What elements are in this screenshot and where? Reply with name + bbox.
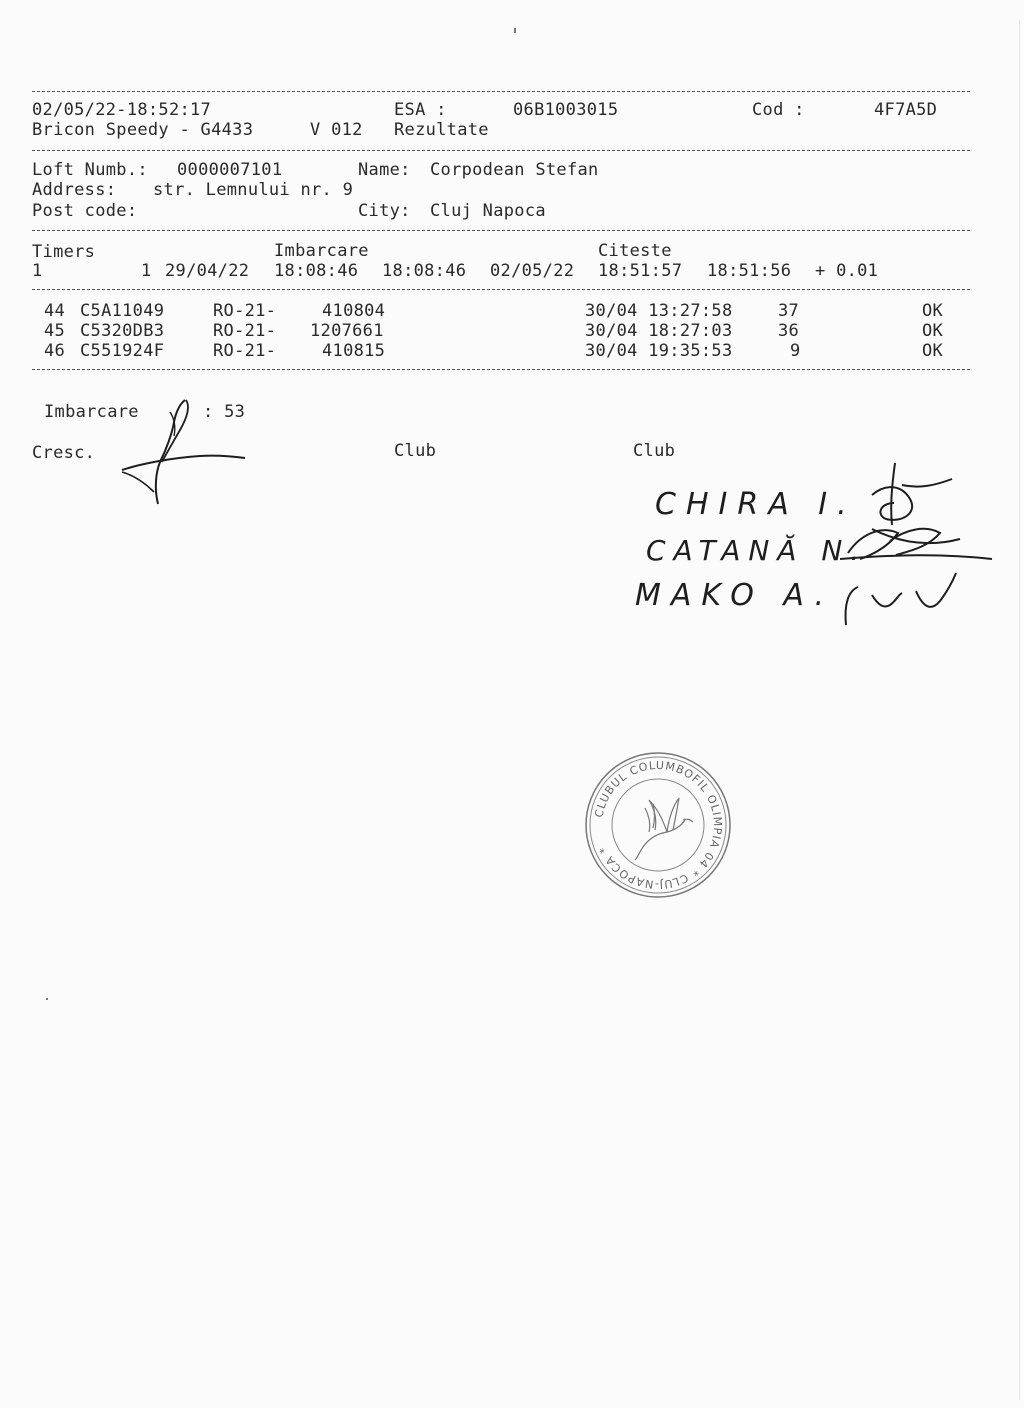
result-pos: 45 [44, 321, 66, 341]
timer-imb-time1: 18:08:46 [274, 261, 359, 281]
cresc-label: Cresc. [32, 443, 96, 463]
timer-row-count: 1 [141, 261, 152, 281]
result-ring: 410804 [322, 301, 386, 321]
scan-speck [46, 998, 48, 1000]
result-ring: 410815 [322, 341, 386, 361]
footer-imbarcare-label: Imbarcare [44, 402, 139, 422]
result-code: 9 [790, 341, 801, 361]
cod-value: 4F7A5D [874, 100, 938, 120]
device-name: Bricon Speedy - G4433 [32, 120, 254, 140]
result-ring: 1207661 [310, 321, 384, 341]
address-label: Address: [32, 180, 117, 200]
result-arrival: 30/04 13:27:58 [585, 301, 733, 321]
name-value: Corpodean Stefan [430, 160, 599, 180]
footer-imbarcare-value: : 53 [203, 402, 246, 422]
result-code: 36 [778, 321, 800, 341]
dashed-rule [32, 369, 970, 370]
dashed-rule [32, 230, 970, 231]
result-status: OK [922, 341, 944, 361]
handwritten-name-1: CHIRA I. [655, 487, 857, 522]
dashed-rule [32, 91, 970, 92]
result-ring-prefix: RO-21- [213, 341, 277, 361]
postcode-label: Post code: [32, 201, 138, 221]
club-label-1: Club [394, 441, 437, 461]
esa-value: 06B1003015 [513, 100, 619, 120]
handwritten-name-2: CATANĂ N. [646, 534, 868, 567]
loft-numb-label: Loft Numb.: [32, 160, 148, 180]
loft-numb-value: 0000007101 [177, 160, 283, 180]
result-chip: C5A11049 [80, 301, 165, 321]
address-value: str. Lemnului nr. 9 [153, 180, 354, 200]
timers-imbarcare-label: Imbarcare [274, 241, 369, 261]
timers-label: Timers [32, 242, 96, 262]
timer-cit-time2: 18:51:56 [707, 261, 792, 281]
club-stamp [583, 750, 733, 900]
scan-speck [1019, 20, 1020, 1400]
scan-speck [514, 28, 516, 33]
result-ring-prefix: RO-21- [213, 321, 277, 341]
timer-imb-time2: 18:08:46 [382, 261, 467, 281]
report-type: Rezultate [394, 120, 489, 140]
handwritten-name-3: MAKO A. [635, 578, 835, 613]
result-status: OK [922, 321, 944, 341]
dashed-rule [32, 150, 970, 151]
club-label-2: Club [633, 441, 676, 461]
result-arrival: 30/04 19:35:53 [585, 341, 733, 361]
timer-imb-date: 29/04/22 [165, 261, 250, 281]
result-pos: 46 [44, 341, 66, 361]
result-pos: 44 [44, 301, 66, 321]
result-status: OK [922, 301, 944, 321]
header-datetime: 02/05/22-18:52:17 [32, 100, 212, 120]
svg-text:CLUBUL COLUMBOFIL OLIMPIA 04 *: CLUBUL COLUMBOFIL OLIMPIA 04 * CLUJ-NAPOCA * [592, 758, 725, 892]
result-arrival: 30/04 18:27:03 [585, 321, 733, 341]
breeder-signature [110, 392, 260, 512]
cod-label: Cod : [752, 100, 805, 120]
city-value: Cluj Napoca [430, 201, 546, 221]
timers-citeste-label: Citeste [598, 241, 672, 261]
timer-diff: + 0.01 [815, 261, 879, 281]
city-label: City: [358, 201, 411, 221]
result-code: 37 [778, 301, 800, 321]
result-chip: C551924F [80, 341, 165, 361]
timer-row-no: 1 [32, 261, 43, 281]
dashed-rule [32, 289, 970, 290]
name-label: Name: [358, 160, 411, 180]
result-chip: C5320DB3 [80, 321, 165, 341]
device-version: V 012 [310, 120, 363, 140]
esa-label: ESA : [394, 100, 447, 120]
timer-cit-date: 02/05/22 [490, 261, 575, 281]
timer-cit-time1: 18:51:57 [598, 261, 683, 281]
result-ring-prefix: RO-21- [213, 301, 277, 321]
